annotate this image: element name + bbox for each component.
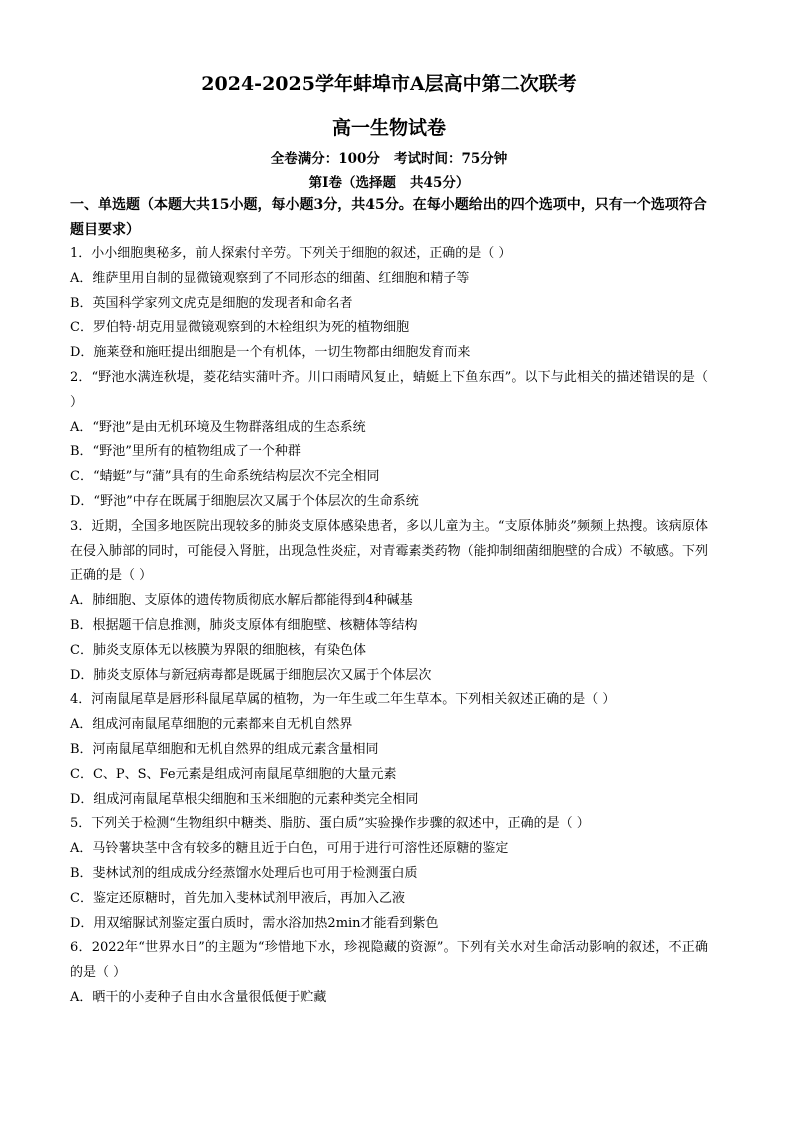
question-stem: 2．“野池水满连秋堤，菱花结实蒲叶齐。川口雨晴风复止，蜻蜓上下鱼东西”。以下与此相关的描述错误的是（ ） — [70, 369, 708, 410]
question-stem: 5．下列关于检测“生物组织中糖类、脂肪、蛋白质”实验操作步骤的叙述中，正确的是（ ） — [70, 816, 590, 832]
option-d: D．组成河南鼠尾草根尖细胞和玉米细胞的元素种类完全相同 — [70, 791, 419, 807]
option-c: C．C、P、S、Fe元素是组成河南鼠尾草细胞的大量元素 — [70, 766, 397, 782]
option-c: C．鉴定还原糖时，首先加入斐林试剂甲液后，再加入乙液 — [70, 890, 405, 906]
exam-meta: 全卷满分：100分 考试时间：75分钟 — [270, 151, 508, 167]
exam-title: 2024-2025学年蚌埠市A层高中第二次联考 — [201, 73, 577, 95]
option-c: C．罗伯特·胡克用显微镜观察到的木栓组织为死的植物细胞 — [70, 320, 410, 336]
question-stem: 4．河南鼠尾草是唇形科鼠尾草属的植物，为一年生或二年生草本。下列相关叙述正确的是（ ） — [70, 692, 616, 708]
part-heading: 第I卷（选择题 共45分） — [308, 175, 470, 191]
option-a: A．马铃薯块茎中含有较多的糖且近于白色，可用于进行可溶性还原糖的鉴定 — [70, 841, 509, 857]
option-c: C．肺炎支原体无以核膜为界限的细胞核，有染色体 — [70, 642, 366, 658]
question-4 — [70, 688, 708, 812]
option-a: A．“野池”是由无机环境及生物群落组成的生态系统 — [70, 419, 366, 435]
option-a: A．组成河南鼠尾草细胞的元素都来自无机自然界 — [70, 717, 353, 733]
question-3 — [70, 515, 708, 689]
option-c: C．“蜻蜓”与“蒲”具有的生命系统结构层次不完全相同 — [70, 469, 380, 485]
option-b: B．“野池”里所有的植物组成了一个种群 — [70, 444, 301, 460]
option-a: A．肺细胞、支原体的遗传物质彻底水解后都能得到4种碱基 — [70, 593, 413, 609]
question-stem: 3．近期，全国多地医院出现较多的肺炎支原体感染患者，多以儿童为主。“支原体肺炎”频频上热搜。该病原体在侵入肺部的同时，可能侵入肾脏，出现急性炎症，对青霉素类药物（能抑制细菌细胞壁的合成）不敏感。下列正确的是（ ） — [70, 518, 708, 584]
option-b: B．斐林试剂的组成成分经蒸馏水处理后也可用于检测蛋白质 — [70, 865, 418, 881]
question-1 — [70, 242, 708, 366]
option-a: A．维萨里用自制的显微镜观察到了不同形态的细菌、红细胞和精子等 — [70, 270, 470, 286]
option-b: B．英国科学家列文虎克是细胞的发现者和命名者 — [70, 295, 353, 311]
question-stem: 1．小小细胞奥秘多，前人探索付辛劳。下列关于细胞的叙述，正确的是（ ） — [70, 246, 512, 261]
section-heading: 一、单选题（本题大共15小题，每小题3分，共45分。在每小题给出的四个选项中，只有一个选项符合题目要求） — [70, 197, 707, 238]
question-6 — [70, 936, 708, 1010]
exam-subtitle: 高一生物试卷 — [331, 117, 446, 139]
option-d: D．施莱登和施旺提出细胞是一个有机体，一切生物都由细胞发育而来 — [70, 345, 471, 361]
option-a: A．晒干的小麦种子自由水含量很低便于贮藏 — [70, 989, 327, 1005]
option-b: B．河南鼠尾草细胞和无机自然界的组成元素含量相同 — [70, 741, 379, 757]
question-2 — [70, 366, 708, 515]
question-stem: 6．2022年“世界水日”的主题为“珍惜地下水，珍视隐藏的资源”。下列有关水对生命活动影响的叙述，不正确的是（ ） — [70, 940, 708, 981]
option-d: D．“野池”中存在既属于细胞层次又属于个体层次的生命系统 — [70, 493, 419, 509]
option-b: B．根据题干信息推测，肺炎支原体有细胞壁、核糖体等结构 — [70, 617, 418, 633]
option-d: D．用双缩脲试剂鉴定蛋白质时，需水浴加热2min才能看到紫色 — [70, 915, 439, 931]
question-5 — [70, 812, 708, 936]
option-d: D．肺炎支原体与新冠病毒都是既属于细胞层次又属于个体层次 — [70, 667, 432, 683]
